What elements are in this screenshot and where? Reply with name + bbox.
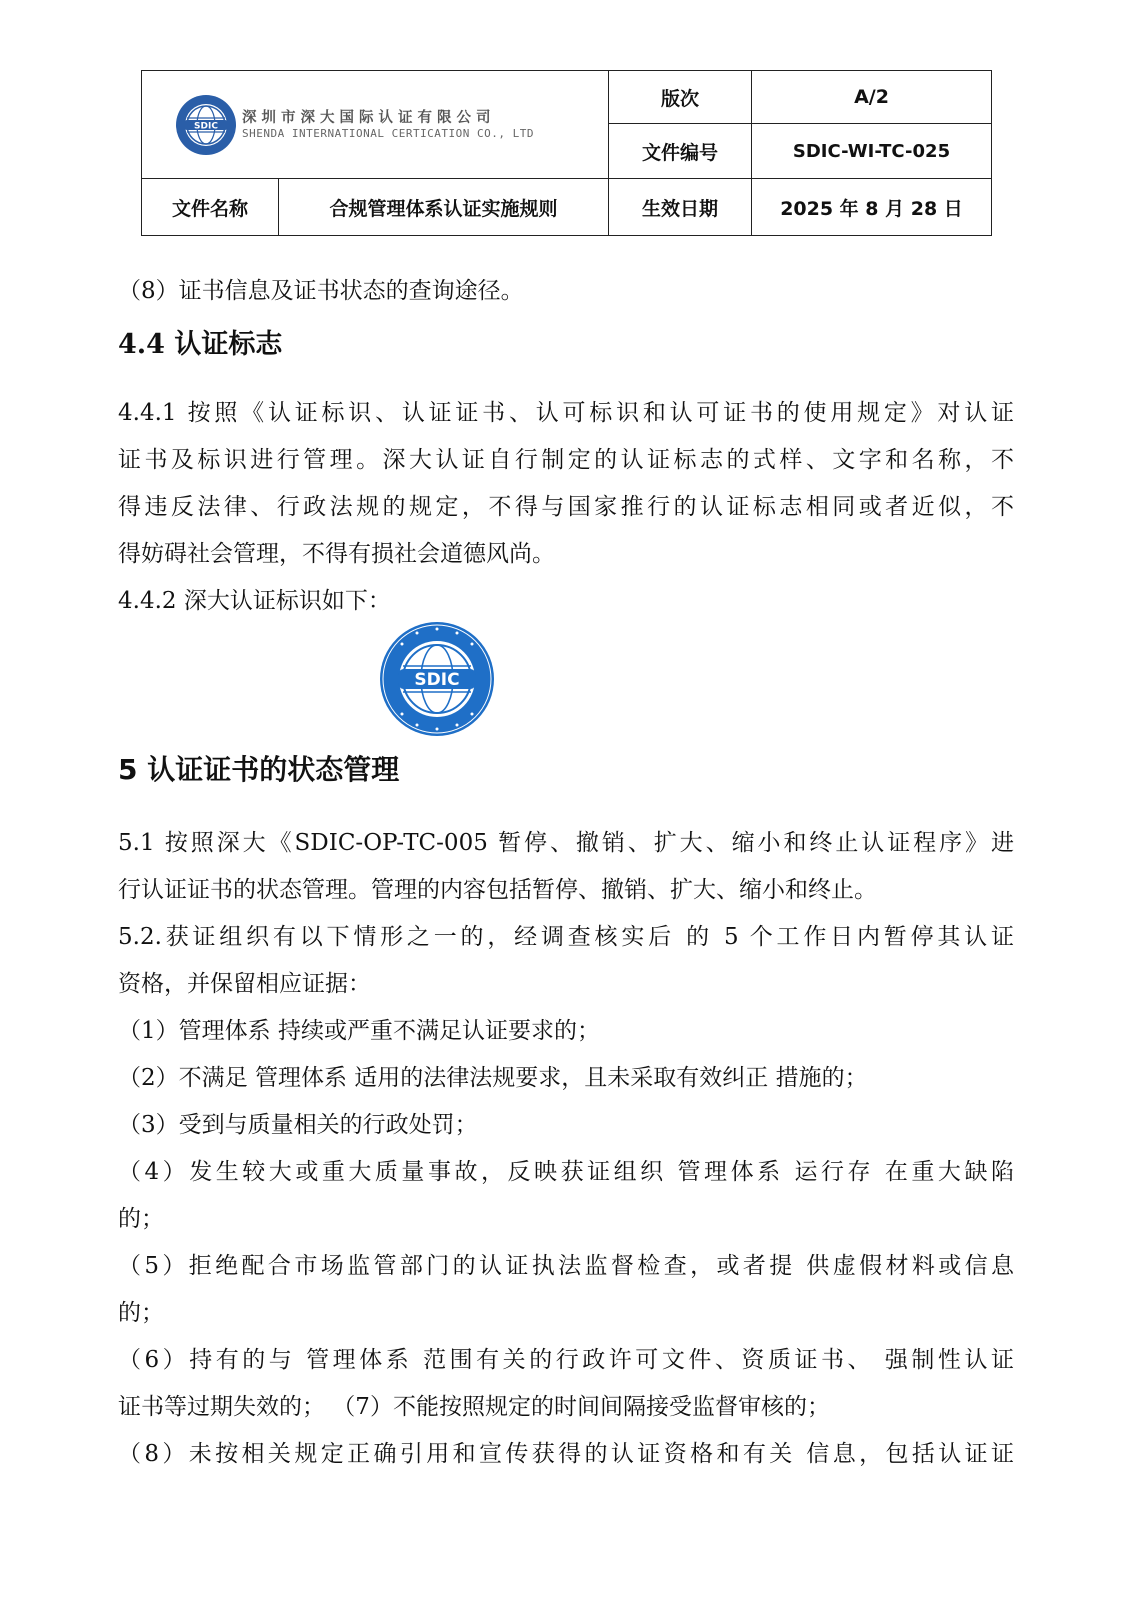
list-item: 的； bbox=[118, 1206, 164, 1232]
docno-value: SDIC-WI-TC-025 bbox=[752, 124, 992, 179]
company-logo-icon bbox=[174, 93, 238, 157]
company-name-en: SHENDA INTERNATIONAL CERTICATION CO., LTD bbox=[242, 126, 535, 140]
version-value: A/2 bbox=[752, 71, 992, 124]
list-item: （6）持有的与 管理体系 范围有关的行政许可文件、资质证书、 强制性认证 bbox=[118, 1347, 1014, 1373]
effective-date-value: 2025 年 8 月 28 日 bbox=[752, 179, 992, 236]
company-name-cn: 深圳市深大国际认证有限公司 bbox=[242, 108, 496, 126]
para-4-4-1-line1: 4.4.1 按照《认证标识、认证证书、认可标识和认可证书的使用规定》对认证 bbox=[118, 400, 1014, 426]
para-5-1-line2: 行认证证书的状态管理。管理的内容包括暂停、撤销、扩大、缩小和终止。 bbox=[118, 877, 877, 903]
list-item: 的； bbox=[118, 1300, 164, 1326]
list-item: 证书等过期失效的； （7）不能按照规定的时间间隔接受监督审核的； bbox=[118, 1394, 830, 1420]
list-item: （5）拒绝配合市场监管部门的认证执法监督检查，或者提 供虚假材料或信息 bbox=[118, 1253, 1014, 1279]
list-item: （2）不满足 管理体系 适用的法律法规要求，且未采取有效纠正 措施的； bbox=[118, 1065, 868, 1091]
prev-item-8: （8）证书信息及证书状态的查询途径。 bbox=[118, 278, 524, 304]
version-label: 版次 bbox=[609, 71, 752, 124]
docname-value: 合规管理体系认证实施规则 bbox=[279, 179, 609, 236]
seal-sdic-text: SDIC bbox=[414, 670, 460, 690]
section-4-4-title: 4.4 认证标志 bbox=[118, 329, 283, 360]
docname-label: 文件名称 bbox=[142, 179, 279, 236]
document-header-table bbox=[141, 70, 992, 236]
list-item: （1）管理体系 持续或严重不满足认证要求的； bbox=[118, 1018, 600, 1044]
docno-label: 文件编号 bbox=[609, 124, 752, 179]
para-5-1-line1: 5.1 按照深大《SDIC-OP-TC-005 暂停、撤销、扩大、缩小和终止认证程序》进 bbox=[118, 830, 1014, 856]
para-4-4-2: 4.4.2 深大认证标识如下： bbox=[118, 588, 391, 614]
para-5-2-line1: 5.2.获证组织有以下情形之一的，经调查核实后 的 5 个工作日内暂停其认证 bbox=[118, 924, 1014, 950]
list-item: （8）未按相关规定正确引用和宣传获得的认证资格和有关 信息，包括认证证 bbox=[118, 1441, 1014, 1467]
para-5-2-line2: 资格，并保留相应证据： bbox=[118, 971, 371, 997]
para-4-4-1-line4: 得妨碍社会管理，不得有损社会道德风尚。 bbox=[118, 541, 555, 567]
effective-date-label: 生效日期 bbox=[609, 179, 752, 236]
para-4-4-1-line3: 得违反法律、行政法规的规定，不得与国家推行的认证标志相同或者近似，不 bbox=[118, 494, 1014, 520]
logo-sdic-text: SDIC bbox=[194, 121, 218, 131]
section-5-title: 5 认证证书的状态管理 bbox=[118, 753, 400, 786]
list-item: （3）受到与质量相关的行政处罚； bbox=[118, 1112, 478, 1138]
list-item: （4）发生较大或重大质量事故，反映获证组织 管理体系 运行存 在重大缺陷 bbox=[118, 1159, 1014, 1185]
company-logo-cell bbox=[142, 71, 609, 179]
para-4-4-1-line2: 证书及标识进行管理。深大认证自行制定的认证标志的式样、文字和名称，不 bbox=[118, 447, 1014, 473]
certification-seal-icon bbox=[378, 620, 496, 738]
